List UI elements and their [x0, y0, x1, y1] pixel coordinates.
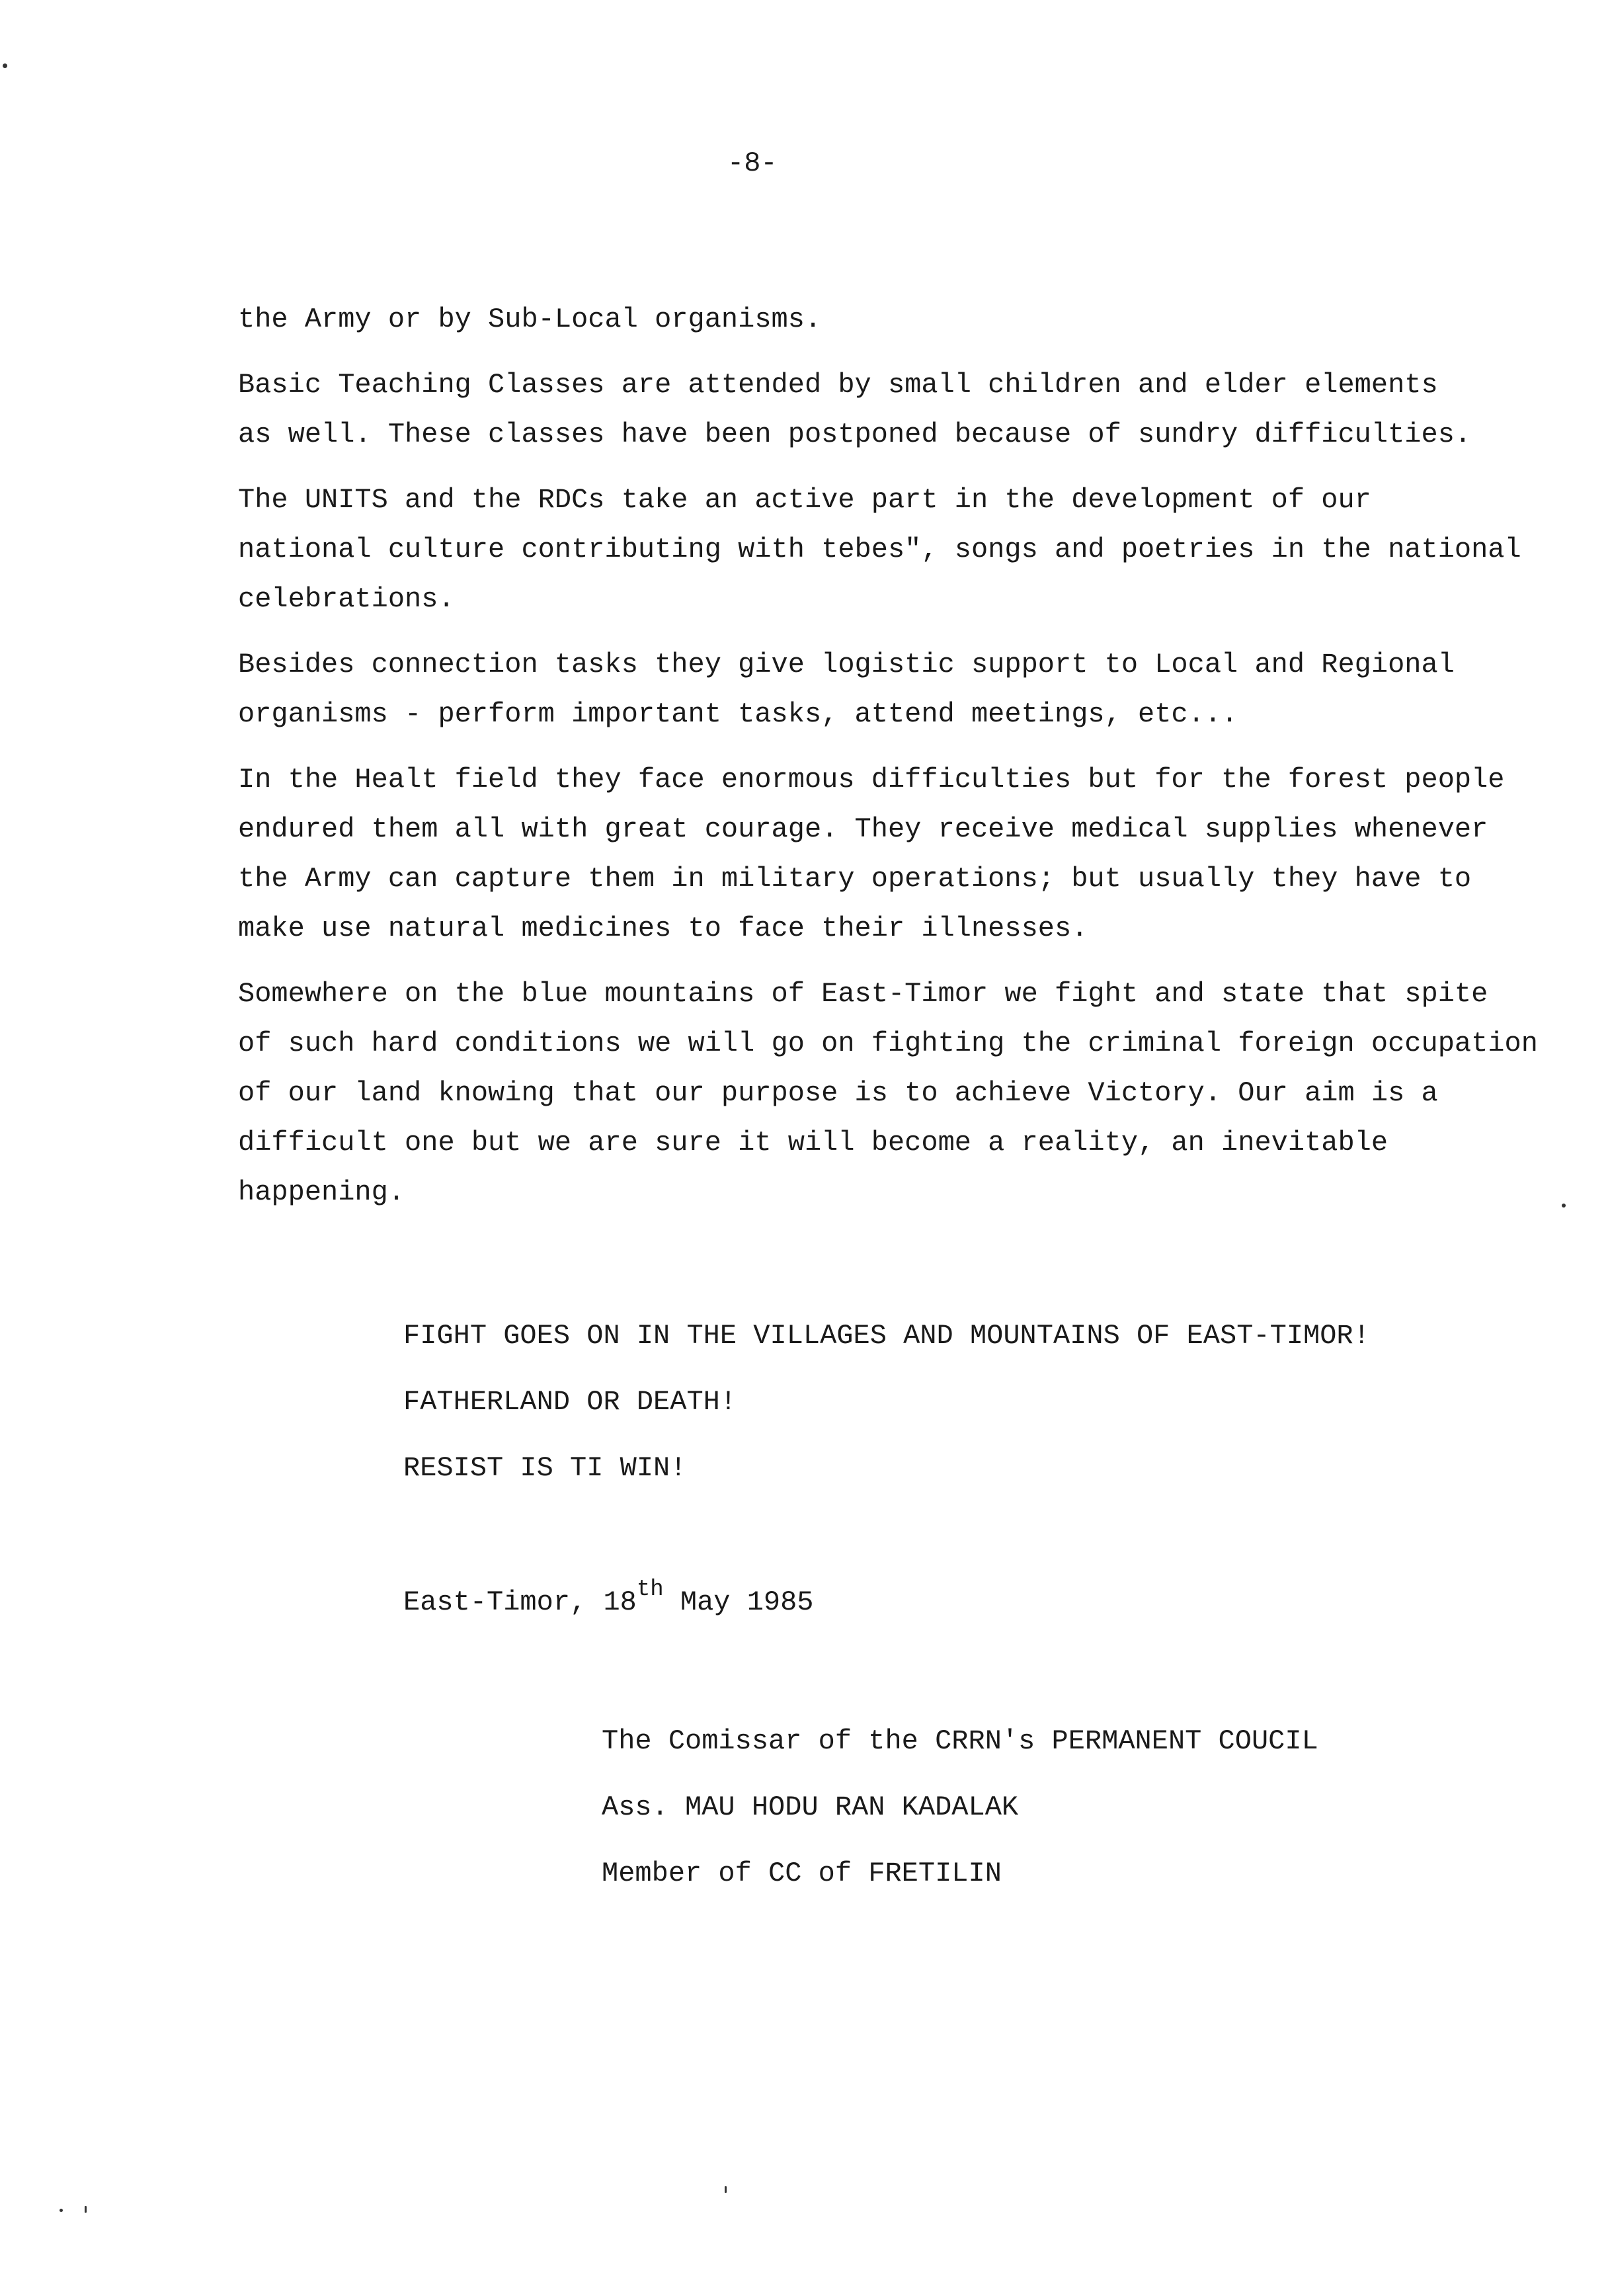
text-line: as well. These classes have been postponed because of sundry difficulties.: [238, 419, 1472, 450]
text-line: difficult one but we are sure it will become a reality, an inevitable: [238, 1127, 1388, 1159]
scan-speck: [3, 63, 7, 68]
text-line: of our land knowing that our purpose is to achieve Victory. Our aim is a: [238, 1077, 1438, 1109]
text-line: The UNITS and the RDCs take an active part in the development of our: [238, 484, 1371, 516]
paragraph-4: [238, 640, 1547, 739]
text-line: Somewhere on the blue mountains of East-Timor we fight and state that spite: [238, 978, 1488, 1010]
text-line: happening.: [238, 1176, 405, 1208]
slogan-line: RESIST IS TI WIN!: [403, 1452, 687, 1484]
text-line: In the Healt field they face enormous difficulties but for the forest people: [238, 764, 1505, 796]
text-line: of such hard conditions we will go on fighting the criminal foreign occupation: [238, 1028, 1538, 1059]
text-line: make use natural medicines to face their illnesses.: [238, 913, 1088, 944]
text-line: Basic Teaching Classes are attended by small children and elder elements: [238, 369, 1438, 401]
dateline-ordinal: th: [636, 1577, 664, 1602]
body-text: [238, 295, 1547, 1233]
signature-line: Member of CC of FRETILIN: [602, 1858, 1002, 1889]
scan-speck: [85, 2206, 87, 2213]
slogan-line: FIGHT GOES ON IN THE VILLAGES AND MOUNTAINS OF EAST-TIMOR!: [403, 1320, 1370, 1352]
page-number: -8-: [727, 147, 778, 179]
slogan-line: FATHERLAND OR DEATH!: [403, 1386, 737, 1418]
text-line: endured them all with great courage. They receive medical supplies whenever: [238, 813, 1488, 845]
paragraph-3: [238, 475, 1547, 624]
slogans: [403, 1319, 1370, 1518]
scan-speck: [60, 2209, 63, 2212]
text-line: organisms - perform important tasks, attend meetings, etc...: [238, 698, 1238, 730]
signature-block: [602, 1725, 1318, 1923]
text-line: celebrations.: [238, 583, 455, 615]
signature-line: The Comissar of the CRRN's PERMANENT COUCIL: [602, 1725, 1318, 1757]
paragraph-1: [238, 295, 1547, 345]
dateline-date: May 1985: [663, 1586, 814, 1618]
scan-speck: [725, 2186, 727, 2193]
paragraph-2: [238, 360, 1547, 460]
scan-speck: [1562, 1204, 1566, 1208]
paragraph-6: [238, 969, 1547, 1217]
text-line: national culture contributing with tebes", songs and poetries in the national: [238, 534, 1521, 565]
signature-line: Ass. MAU HODU RAN KADALAK: [602, 1791, 1019, 1823]
text-line: Besides connection tasks they give logistic support to Local and Regional: [238, 649, 1455, 680]
dateline: [403, 1577, 814, 1621]
dateline-place: East-Timor, 18: [403, 1586, 637, 1618]
paragraph-5: [238, 755, 1547, 954]
text-line: the Army or by Sub-Local organisms.: [238, 304, 822, 335]
text-line: the Army can capture them in military operations; but usually they have to: [238, 863, 1472, 895]
